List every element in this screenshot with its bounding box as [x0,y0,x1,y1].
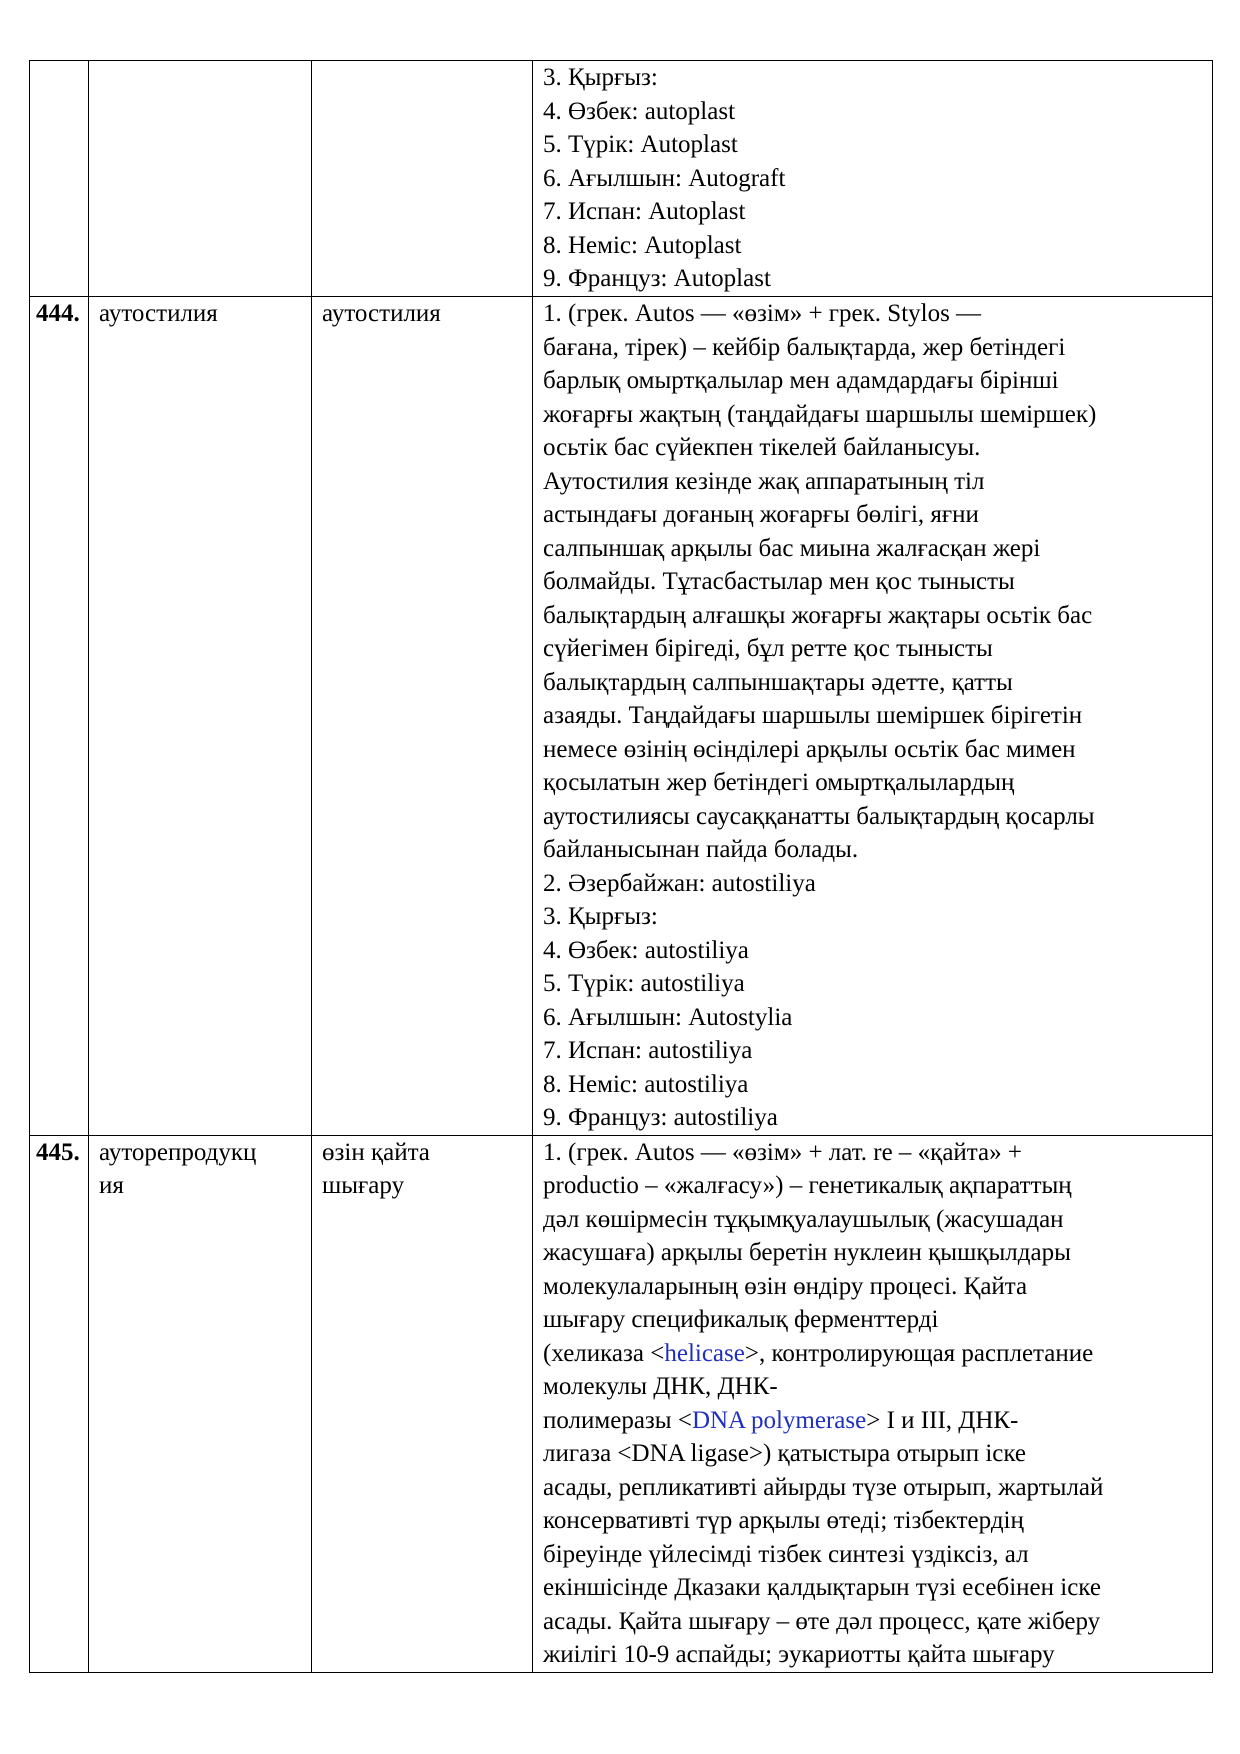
text-line: Аутостилия кезінде жақ аппаратының тіл [543,467,985,495]
entry-translation [312,1135,533,1672]
text-line: аутостилия [322,300,441,327]
text-line: бағана, тірек) – кейбір балықтарда, жер бетіндегі [543,333,1066,361]
text-line: асады, репликативті айырды түзе отырып, жартылай [543,1473,1104,1501]
entry-term [89,61,312,297]
text-line: 7. Испан: autostiliya [543,1037,753,1064]
entry-translation [312,61,533,297]
text-line: шығару [322,1172,405,1199]
dictionary-table [29,60,1213,1673]
text-line: осьтік бас сүйекпен тікелей байланысуы. [543,434,981,461]
entry-term [89,297,312,1136]
text-line: полимеразы <DNA polymerase> I и III, ДНК- [543,1406,1019,1434]
text-line: молекулаларының өзін өндіру процесі. Қайта [543,1272,1028,1300]
text-line: болмайды. Тұтасбастылар мен қос тынысты [543,568,1015,595]
text-line: 8. Неміс: autostiliya [543,1070,749,1098]
text-line: салпыншақ арқылы бас миына жалғасқан жері [543,534,1041,562]
text-line: екіншісінде Дказаки қалдықтарын түзі есебінен іске [543,1574,1101,1601]
text-line: өзін қайта [322,1138,430,1166]
text-line: біреуінде үйлесімді тізбек синтезі үздіксіз, ал [543,1540,1029,1568]
text-line: 7. Испан: Autoplast [543,198,746,225]
text-line: байланысынан пайда болады. [543,836,859,863]
text-line: қосылатын жер бетіндегі омыртқалылардың [543,769,1015,796]
text-line: 4. Өзбек: autoplast [543,97,736,125]
text-line: 1. (грек. Autos — «өзім» + грек. Stylos — [543,300,982,327]
entry-number: 444. [30,297,89,1136]
text-line: ауторепродукц [99,1138,257,1166]
text-line: 9. Француз: Autoplast [543,265,771,292]
text-line: (хеликаза <helicase>, контролирующая расплетание [543,1339,1094,1367]
text-line: 5. Түрік: Autoplast [543,131,738,158]
text-line: 4. Өзбек: autostiliya [543,936,749,964]
text-line: азаяды. Таңдайдағы шаршылы шеміршек бірігетін [543,702,1083,729]
text-line: 1. (грек. Autos — «өзім» + лат. re – «қайта» + [543,1138,1022,1166]
entry-number: 445. [30,1135,89,1672]
text-line: жиілігі 10-9 аспайды; эукариотты қайта шығару [543,1641,1055,1668]
text-line: ия [99,1172,124,1199]
text-line: 9. Француз: autostiliya [543,1104,778,1131]
term-link: DNA polymerase [691,1406,867,1434]
text-line: сүйегімен бірігеді, бұл ретте қос тынысты [543,635,993,662]
term-link: helicase [664,1339,745,1367]
text-line: 5. Түрік: autostiliya [543,970,745,997]
text-line: аутостилия [99,300,218,327]
table-row [30,1135,1213,1672]
text-line: консервативті түр арқылы өтеді; тізбектердің [543,1507,1024,1534]
entry-term [89,1135,312,1672]
text-line: астындағы доғаның жоғарғы бөлігі, яғни [543,501,979,528]
text-line: асады. Қайта шығару – өте дәл процесс, қате жіберу [543,1607,1101,1635]
dictionary-body [30,61,1213,1673]
text-line: аутостилиясы саусаққанатты балықтардың қосарлы [543,802,1095,830]
text-line: 2. Әзербайжан: autostiliya [543,869,816,897]
text-line: жасушаға) арқылы беретін нуклеин қышқылдары [543,1239,1071,1266]
text-line: 6. Ағылшын: Autostylia [543,1003,793,1031]
entry-definition [533,297,1213,1136]
text-line: жоғарғы жақтың (таңдайдағы шаршылы шеміршек) [543,400,1097,428]
text-line: 3. Қырғыз: [543,64,658,91]
text-line: productio – «жалғасу») – генетикалық ақпараттың [543,1172,1072,1199]
text-line: немесе өзінің өсінділері арқылы осьтік бас мимен [543,735,1076,763]
text-line: балықтардың алғашқы жоғарғы жақтары осьтік бас [543,601,1093,629]
text-line: дәл көшірмесін тұқымқуалаушылық (жасушадан [543,1205,1064,1233]
text-line: барлық омыртқалылар мен адамдардағы бірінші [543,367,1059,394]
text-line: лигаза <DNA ligase>) қатыстыра отырып іске [543,1440,1027,1467]
entry-translation [312,297,533,1136]
text-line: молекулы ДНК, ДНК- [543,1373,778,1400]
text-line: 6. Ағылшын: Autograft [543,164,786,192]
text-line: балықтардың салпыншақтары әдетте, қатты [543,668,1013,696]
entry-definition [533,1135,1213,1672]
entry-definition [533,61,1213,297]
table-row [30,297,1213,1136]
entry-number [30,61,89,297]
table-row [30,61,1213,297]
text-line: 8. Неміс: Autoplast [543,231,742,259]
text-line: шығару спецификалық ферменттерді [543,1306,939,1333]
text-line: 3. Қырғыз: [543,903,658,930]
